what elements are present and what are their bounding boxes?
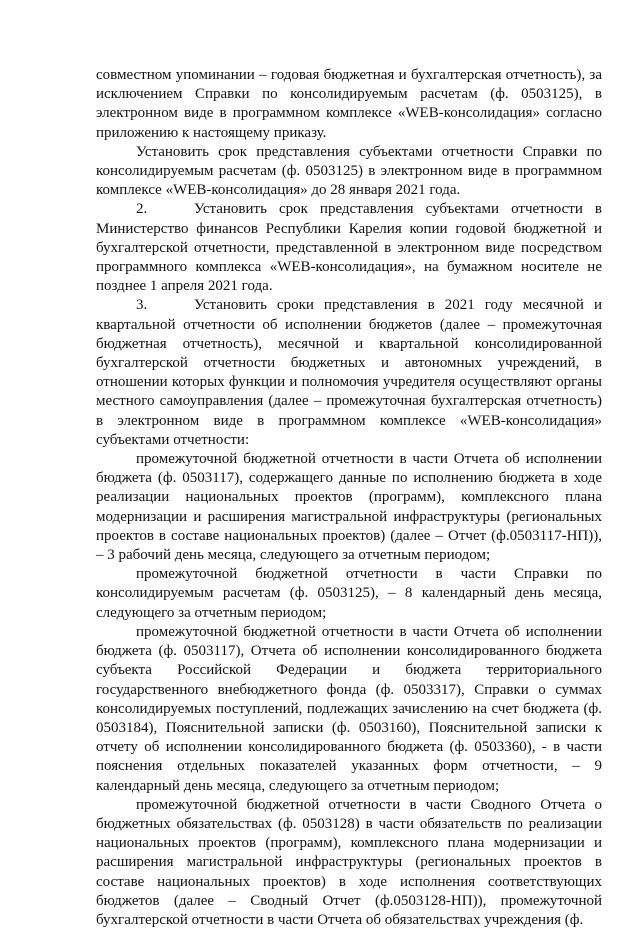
paragraph-text: промежуточной бюджетной отчетности в части Сводного Отчета о бюджетных обязательствах (ф. 0503128) в части обязательств по реализации национальных проектов (программ), комплексного плана модернизации и расширения магистральной инфраструктуры (региональных проектов в составе национальных проектов) в ходе исполнения соответствующих бюджетов (далее – Сводный Отчет (ф.0503128-НП)), промежуточной бухгалтерской отчетности в части Отчета об обязательствах учреждения (ф. (96, 796, 602, 928)
list-item-report-0503117-np (96, 450, 602, 565)
paragraph-text: совместном упоминании – годовая бюджетная и бухгалтерская отчетность), за исключением Справки по консолидируемым расчетам (ф. 0503125), в электронном виде в программном комплексе «WEB-консолидация» согласно приложению к настоящему приказу. (96, 67, 602, 141)
list-item-report-0503128-np (96, 796, 602, 930)
paragraph-text: Установить срок представления субъектами отчетности в Министерство финансов Республики Карелия копии годовой бюджетной и бухгалтерской отчетности, представленной в электронном виде посредством программного комплекса «WEB-консолидация», на бумажном носителе не позднее 1 апреля 2021 года. (96, 201, 602, 295)
paragraph-text: промежуточной бюджетной отчетности в части Отчета об исполнении бюджета (ф. 0503117), Отчета об исполнении консолидированного бюджета субъекта Российской Федерации и бюджета территориального государственного внебюджетного фонда (ф. 0503317), Справки о суммах консолидируемых поступлений, подлежащих зачислению на счет бюджета (ф. 0503184), Пояснительной записки (ф. 0503160), Пояснительной записки к отчету об исполнении консолидированного бюджета (ф. 0503360), - в части пояснения отдельных показателей указанных форм отчетности, – 9 календарный день месяца, следующего за отчетным периодом; (96, 623, 602, 794)
paragraph-number: 3. (136, 297, 148, 314)
list-item-report-0503117 (96, 623, 602, 796)
paragraph-2 (96, 200, 602, 296)
paragraph-1-deadline (96, 143, 602, 201)
paragraph-1-continuation (96, 66, 602, 143)
list-item-report-0503125 (96, 565, 602, 623)
paragraph-text: промежуточной бюджетной отчетности в части Отчета об исполнении бюджета (ф. 0503117), содержащего данные по исполнению бюджета в ходе реализации национальных проектов (программ), комплексного плана модернизации и расширения магистральной инфраструктуры (региональных проектов в составе национальных проектов) (далее – Отчет (ф.0503117-НП)), – 3 рабочий день месяца, следующего за отчетным периодом; (96, 451, 602, 564)
paragraph-3 (96, 296, 602, 450)
paragraph-text: промежуточной бюджетной отчетности в части Справки по консолидируемым расчетам (ф. 0503125), – 8 календарный день месяца, следующего за отчетным периодом; (96, 566, 602, 621)
paragraph-text: Установить сроки представления в 2021 году месячной и квартальной отчетности об исполнении бюджетов (далее – промежуточная бюджетная отчетность), месячной и квартальной консолидированной бухгалтерской отчетности бюджетных и автономных учреждений, в отношении которых функции и полномочия учредителя осуществляют органы местного самоуправления (далее – промежуточная бухгалтерская отчетность) в электронном виде в программном комплексе «WEB-консолидация» субъектами отчетности: (96, 297, 602, 448)
paragraph-number: 2. (136, 201, 148, 218)
paragraph-text: Установить срок представления субъектами отчетности Справки по консолидируемым расчетам (ф. 0503125) в электронном виде в программном комплексе «WEB-консолидация» до 28 января 2021 года. (96, 143, 602, 199)
